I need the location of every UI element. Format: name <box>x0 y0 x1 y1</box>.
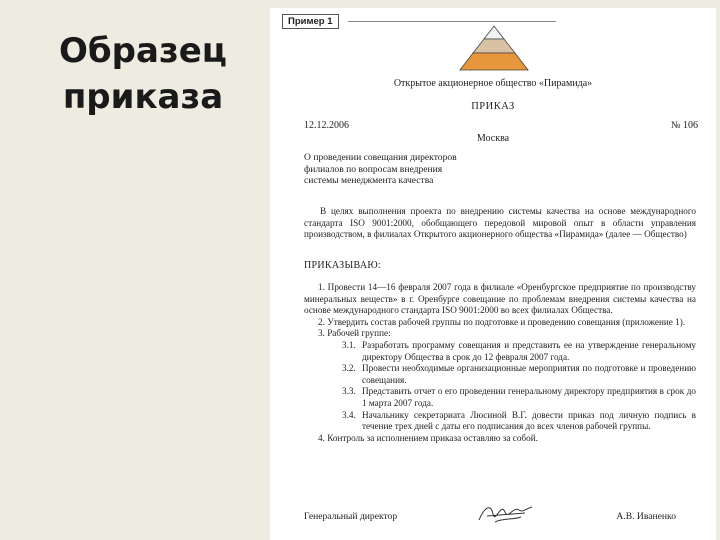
example-label: Пример 1 <box>282 14 339 29</box>
subject-line: О проведении совещания директоров <box>304 152 457 163</box>
subitem-number: 3.4. <box>342 409 356 420</box>
order-item: 1. Провести 14—16 февраля 2007 года в филиале «Оренбургское предприятие по производству минеральных веществ» в г. Оренбурге совещание по проблемам внедрения системы качества на основе международного стандарта ISO 9001:2000 во всех филиалах Общества. <box>304 282 696 316</box>
order-document <box>270 8 716 540</box>
order-title: ПРИКАЗ <box>471 101 515 112</box>
slide-title-line2: приказа <box>62 77 224 117</box>
handwritten-signature-icon <box>475 498 535 528</box>
order-number: № 106 <box>670 120 698 131</box>
order-word: ПРИКАЗЫВАЮ: <box>304 260 381 271</box>
order-subitem <box>342 410 696 433</box>
order-preamble: В целях выполнения проекта по внедрению системы качества на основе международного стандарта ISO 9001:2000, обобщающего передовой мировой опыт в области управления производством, в филиалах Открытого акционерного общества «Пирамида» (далее — Общество) <box>304 206 696 240</box>
order-items <box>304 282 696 444</box>
order-subitem <box>342 386 696 409</box>
pyramid-logo-icon <box>454 24 534 74</box>
subject-line: филиалов по вопросам внедрения <box>304 163 443 175</box>
slide-title <box>18 28 268 120</box>
order-subitem <box>342 363 696 386</box>
subitem-number: 3.2. <box>342 363 356 374</box>
subitem-text: Представить отчет о его проведении генеральному директору предприятия в срок до 1 марта 2007 года. <box>362 386 696 408</box>
organization-name: Открытое акционерное общество «Пирамида» <box>393 78 593 89</box>
signer-role: Генеральный директор <box>304 511 398 522</box>
order-subject <box>304 152 494 187</box>
order-date: 12.12.2006 <box>304 120 349 131</box>
order-item: 2. Утвердить состав рабочей группы по подготовке и проведению совещания (приложение 1). <box>318 316 686 327</box>
example-rule-divider <box>348 21 556 22</box>
order-item: 3. Рабочей группе: <box>318 328 391 339</box>
subitem-text: Разработать программу совещания и представить ее на утверждение генеральному директору Общества в срок до 12 февраля 2007 года. <box>362 339 696 362</box>
subitem-text: Провести необходимые организационные мероприятия по подготовке и проведению совещания. <box>362 363 696 385</box>
order-subitem <box>342 340 696 363</box>
order-city: Москва <box>476 133 510 144</box>
order-item: 4. Контроль за исполнением приказа оставляю за собой. <box>318 432 538 443</box>
slide-title-line1: Образец <box>59 31 227 71</box>
subitem-text: Начальнику секретариата Люсиной В.Г. довести приказ под личную подпись в течение трех дней с даты его подписания до всех членов рабочей группы. <box>362 409 696 432</box>
subitem-number: 3.1. <box>342 339 356 350</box>
signer-name: А.В. Иваненко <box>616 511 676 522</box>
subitem-number: 3.3. <box>342 386 356 397</box>
subject-line: системы менеджмента качества <box>304 175 434 186</box>
